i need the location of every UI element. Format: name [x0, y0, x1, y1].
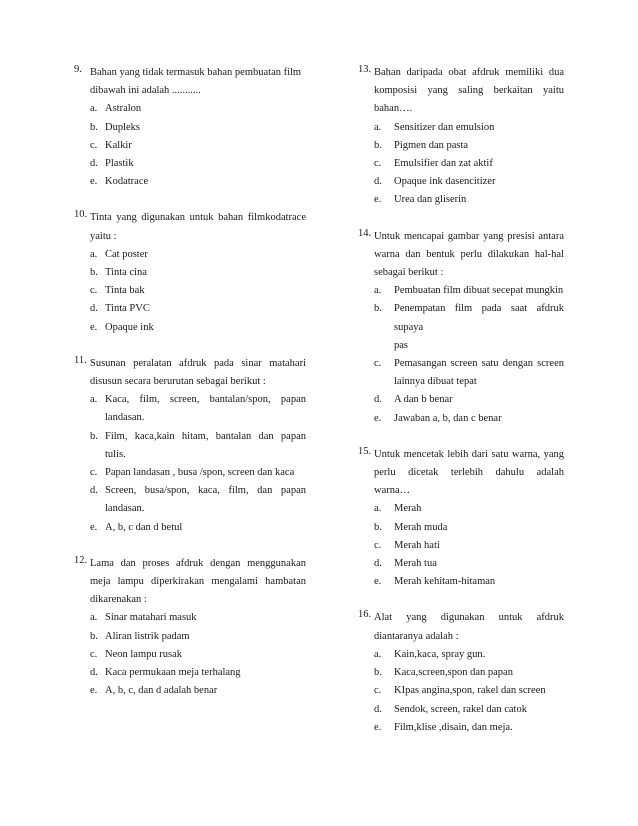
question-stem-line: komposisi yang saling berkaitan yaitu — [374, 85, 564, 97]
answer-option — [90, 246, 306, 264]
option-letter: b. — [374, 139, 382, 151]
answer-option — [90, 646, 306, 664]
question-item — [358, 228, 564, 428]
answer-option — [90, 428, 306, 464]
option-letter: d. — [90, 158, 98, 170]
answer-option — [374, 173, 564, 191]
option-text: Jawaban a, b, dan c benar — [394, 412, 502, 424]
option-text: landasan. — [105, 503, 145, 515]
left-question-column — [74, 64, 306, 719]
option-text: landasan. — [105, 412, 145, 424]
answer-option — [374, 719, 564, 737]
answer-option — [374, 519, 564, 537]
option-letter: a. — [90, 612, 98, 624]
question-body — [74, 209, 306, 336]
option-text: lainnya dibuat tepat — [394, 376, 477, 388]
option-text: Tinta cina — [105, 267, 147, 279]
answer-option — [374, 664, 564, 682]
option-letter: a. — [90, 394, 98, 406]
option-letter: c. — [90, 139, 98, 151]
question-stem-line: yaitu : — [90, 230, 117, 242]
question-stem-line: Lama dan proses afdruk dengan menggunakan — [90, 557, 306, 569]
question-body — [358, 446, 564, 592]
option-text: Sinar matahari masuk — [105, 612, 197, 624]
option-text: Pembuatan film dibuat secepat mungkin — [394, 285, 564, 297]
option-letter: b. — [90, 121, 98, 133]
question-item — [74, 555, 306, 701]
option-text: Merah — [394, 503, 422, 515]
option-letter: c. — [374, 539, 382, 551]
option-letter: b. — [90, 267, 98, 279]
option-text: Screen, busa/spon, kaca, film, dan papan — [105, 485, 306, 497]
answer-option — [90, 264, 306, 282]
option-letter: d. — [374, 558, 382, 570]
option-letter: c. — [90, 467, 98, 479]
option-letter: c. — [90, 285, 98, 297]
option-text: Astralon — [105, 103, 142, 115]
question-stem-line: perlu dicetak terlebih dahulu adalah — [374, 467, 564, 479]
question-item — [358, 446, 564, 592]
option-letter: b. — [374, 521, 382, 533]
option-text: Tinta bak — [105, 285, 145, 297]
option-text: KIpas angina,spon, rakel dan screen — [394, 685, 546, 697]
question-stem-line: meja lampu diperkirakan mengalami hambatan — [90, 576, 306, 588]
answer-option — [90, 609, 306, 627]
option-text: Opaque ink — [105, 321, 154, 333]
option-letter: d. — [90, 667, 98, 679]
option-text: Merah kehitam-hitaman — [394, 576, 496, 588]
option-text: Sendok, screen, rakel dan catok — [394, 703, 527, 715]
question-stem-line: Bahan daripada obat afdruk memiliki dua — [374, 67, 564, 78]
option-letter: d. — [374, 176, 382, 188]
answer-option — [374, 410, 564, 428]
answer-option — [90, 682, 306, 700]
option-letter: d. — [90, 303, 98, 315]
question-body — [358, 64, 564, 210]
option-text: Merah tua — [394, 558, 437, 570]
answer-option — [90, 300, 306, 318]
question-body — [358, 609, 564, 736]
question-stem-line: Untuk mencetak lebih dari satu warna, yang — [374, 448, 564, 460]
answer-option — [374, 701, 564, 719]
question-stem-line: Untuk mencapai gambar yang presisi antara — [374, 230, 564, 242]
question-number: 15. — [358, 445, 372, 457]
question-stem-line: diantaranya adalah : — [374, 630, 459, 642]
option-text: Merah muda — [394, 521, 448, 533]
option-text: A, b, c dan d betul — [105, 521, 183, 533]
option-letter: b. — [90, 630, 98, 642]
answer-option — [374, 300, 564, 355]
option-text: Kaca permukaan meja terhalang — [105, 667, 241, 679]
answer-option — [90, 100, 306, 118]
option-letter: b. — [374, 667, 382, 679]
option-text: Neon lampu rusak — [105, 648, 182, 660]
option-text: Kodatrace — [105, 176, 149, 188]
question-number: 16. — [358, 609, 372, 621]
option-text: Kaca, film, screen, bantalan/spon, papan — [105, 394, 306, 406]
question-number: 12. — [74, 554, 88, 566]
answer-option — [374, 500, 564, 518]
option-letter: e. — [374, 721, 382, 733]
question-stem-line: warna dan bentuk perlu dilakukan hal-hal — [374, 248, 564, 260]
option-letter: e. — [90, 685, 98, 697]
question-body — [74, 355, 306, 537]
answer-option — [374, 155, 564, 173]
option-letter: a. — [374, 648, 382, 660]
answer-option — [374, 537, 564, 555]
question-stem-line: Tinta yang digunakan untuk bahan filmkodatrace — [90, 212, 306, 224]
question-number: 11. — [74, 354, 87, 366]
answer-option — [90, 628, 306, 646]
option-letter: d. — [90, 485, 98, 497]
option-letter: d. — [374, 703, 382, 715]
option-letter: e. — [90, 176, 98, 188]
question-number: 14. — [358, 227, 372, 239]
question-stem-line: Alat yang digunakan untuk afdruk — [374, 612, 564, 624]
option-text: Urea dan gliserin — [394, 194, 467, 206]
answer-option — [374, 119, 564, 137]
option-text: A, b, c, dan d adalah benar — [105, 685, 218, 697]
question-item — [74, 64, 306, 191]
option-text: Kaca,screen,spon dan papan — [394, 667, 513, 679]
question-body — [358, 228, 564, 428]
question-stem-line: warna… — [374, 485, 411, 497]
option-text: tulis. — [105, 448, 126, 460]
answer-option — [90, 391, 306, 427]
question-stem-line: dibawah ini adalah ........... — [90, 85, 201, 97]
answer-option — [374, 137, 564, 155]
option-letter: e. — [90, 521, 98, 533]
question-number: 13. — [358, 64, 372, 75]
question-stem-line: Susunan peralatan afdruk pada sinar matahari — [90, 357, 306, 369]
option-letter: a. — [90, 248, 98, 260]
answer-option — [90, 155, 306, 173]
option-letter: a. — [374, 503, 382, 515]
option-text: Penempatan film pada saat afdruk supaya — [394, 303, 564, 333]
option-letter: b. — [374, 303, 382, 315]
option-text: Cat poster — [105, 248, 148, 260]
answer-option — [90, 282, 306, 300]
question-number: 10. — [74, 209, 88, 221]
answer-option — [90, 119, 306, 137]
question-stem-line: bahan…. — [374, 103, 413, 115]
option-text: Plastik — [105, 158, 134, 170]
option-letter: a. — [374, 121, 382, 133]
option-text: Papan landasan , busa /spon, screen dan kaca — [105, 467, 295, 479]
option-letter: d. — [374, 394, 382, 406]
option-text: Merah hati — [394, 539, 440, 551]
answer-option — [90, 319, 306, 337]
option-text: Film,klise ,disain, dan meja. — [394, 721, 513, 733]
question-item — [358, 64, 564, 210]
answer-option — [374, 555, 564, 573]
option-text: Aliran listrik padam — [105, 630, 190, 642]
option-letter: e. — [374, 194, 382, 206]
answer-option — [90, 173, 306, 191]
option-letter: e. — [90, 321, 98, 333]
question-item — [74, 209, 306, 336]
question-stem-line: sebagai berikut : — [374, 267, 444, 279]
option-text: Tinta PVC — [105, 303, 150, 315]
answer-option — [90, 664, 306, 682]
option-letter: a. — [374, 285, 382, 297]
option-letter: c. — [90, 648, 98, 660]
answer-option — [90, 137, 306, 155]
option-letter: c. — [374, 158, 382, 170]
right-question-column — [358, 64, 564, 755]
option-text: Pigmen dan pasta — [394, 139, 469, 151]
answer-option — [374, 646, 564, 664]
option-text: Pemasangan screen satu dengan screen — [394, 358, 564, 370]
option-text: Sensitizer dan emulsion — [394, 121, 495, 133]
question-item — [74, 355, 306, 537]
answer-option — [90, 464, 306, 482]
option-letter: e. — [374, 412, 382, 424]
answer-option — [374, 573, 564, 591]
question-body — [74, 555, 306, 701]
option-letter: e. — [374, 576, 382, 588]
question-item — [358, 609, 564, 736]
answer-option — [374, 355, 564, 391]
option-text: Dupleks — [105, 121, 140, 133]
question-body — [74, 64, 306, 191]
answer-option — [90, 482, 306, 518]
answer-option — [374, 282, 564, 300]
option-text: Opaque ink dasencitizer — [394, 176, 496, 188]
option-letter: a. — [90, 103, 98, 115]
option-text: A dan b benar — [394, 394, 453, 406]
option-letter: c. — [374, 685, 382, 697]
answer-option — [90, 519, 306, 537]
answer-option — [374, 682, 564, 700]
question-number: 9. — [74, 64, 82, 75]
option-text: pas — [394, 339, 408, 351]
option-text: Emulsifier dan zat aktif — [394, 158, 493, 170]
answer-option — [374, 191, 564, 209]
option-text: Kalkir — [105, 139, 132, 151]
option-letter: b. — [90, 430, 98, 442]
question-stem-line: dikarenakan : — [90, 594, 147, 606]
option-text: Kain,kaca, spray gun. — [394, 648, 486, 660]
question-stem-line: Bahan yang tidak termasuk bahan pembuatan film — [90, 67, 302, 78]
option-letter: c. — [374, 358, 382, 370]
option-text: Film, kaca,kain hitam, bantalan dan papan — [105, 430, 306, 442]
question-stem-line: disusun secara berurutan sebagai berikut : — [90, 376, 266, 388]
answer-option — [374, 391, 564, 409]
